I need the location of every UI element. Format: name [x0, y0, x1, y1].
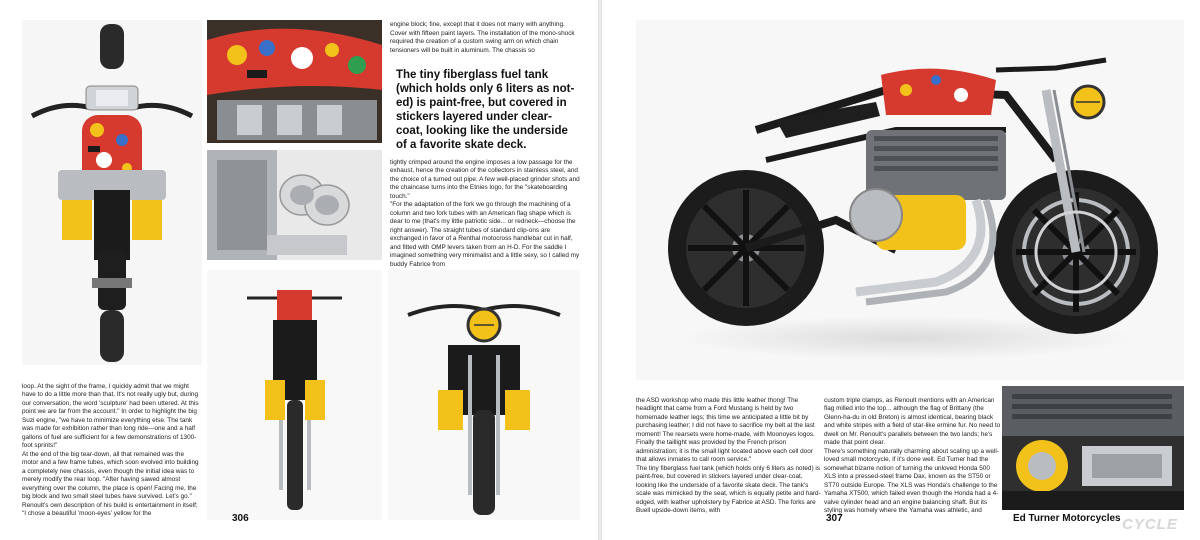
running-head: Ed Turner Motorcycles — [1013, 513, 1121, 524]
pull-quote-text: The tiny fiberglass fuel tank (which holds only 6 liters as not-ed) is paint-free, but covered in stickers layered under clear-coat, looking like the underside of a favorite skate deck. — [396, 69, 575, 151]
pull-quote — [396, 68, 576, 152]
left-page — [0, 0, 598, 540]
watermark: CYCLE — [1122, 516, 1178, 533]
body-paragraph: tightly crimped around the engine imposes a low passage for the exhaust, hence the creation of the collectors in stainless steel, and the choice of a turned out pipe. A few well-placed grinder shots and the chaincase turns into the Etnies logo, for the "skateboarding touch." "For the adaptation of the fork we go through the machining of a column and two fork tubes with an American flag shape which is dear to me (that's my little patriotic side... or redneck—choose the right answer). The straight tubes of standard clip-ons are exchanged in favor of a Renthal motocross handlebar cut in half, and fitted with OMP levers taken from an H-D. For the saddle I imagined something very minimalist and a little sexy, so I called my buddy Fabrice from — [390, 158, 580, 268]
engine-detail-illustration — [1002, 386, 1184, 510]
body-text-col1 — [636, 388, 821, 524]
hero-bike-illustration — [636, 20, 1184, 380]
photo-tank-closeup — [207, 20, 382, 143]
photo-front-view-headlight — [388, 270, 580, 520]
body-text-middle-right — [390, 150, 582, 278]
page-number: 307 — [826, 513, 843, 524]
right-page — [602, 0, 1200, 540]
body-paragraph: engine block; fine, except that it does not marry with anything. Cover with fifteen paint layers. The installation of the mono-shock required the creation of a custom swing arm on which chain tensioners will be built in aluminum. The chassis so — [390, 21, 575, 54]
body-text-top-right — [390, 21, 580, 55]
front-view-headlight-illustration — [388, 270, 580, 520]
photo-carb-closeup — [207, 150, 382, 260]
photo-hero-bike — [636, 20, 1184, 380]
body-paragraph: loop. At the sight of the frame, I quickly admit that we might have to do a little more than that. It's not really ugly but, during our conversation, the word 'sculpture' had been uttered. At this point we are far from the account." In order to highlight the big Suzi engine, "we have to minimize everything else. The tank was made for exhibition rather than long ride—one and a half gallons of fuel are sufficient for a few demonstrations of 1300-foot sprints!" At the end of the big tear-down, all that remained was the motor and a few frame tubes, which soon evolved into building a completely new chassis, even though the initial idea was to merely modify the rear loop. "After having sawed almost everything over the column, the place is open! Facing me, the big block and two small steel tubes have survived. Let's go." Renoult's own description of his build is entertainment in itself; "I chose a beautiful 'moon-eyes' yellow for the — [22, 382, 199, 517]
photo-front-view-small — [207, 270, 382, 520]
photo-top-down-bike — [22, 20, 202, 365]
photo-engine-detail — [1002, 386, 1184, 510]
front-view-small-illustration — [207, 270, 382, 520]
body-paragraph: custom triple clamps, as Renoult mentions with an American flag milled into the top... although the flag of Brittany (the Glenn-ha-du in old Breton) is almost identical, bearing black and white stripes with a field of star-like ermine fur. No need to dwell on Mr. Renoult's parallels between the two lands; he's made that point clear. There's something naturally charming about scaling up a well-loved small motorcycle, if it's done well. Ed Turner had the somewhat bizarre notion of turning the unloved Honda 500 XLS into a pressed-steel frame Dax, known as the ST50 or ST70 outside Europe. The XLS was Honda's challenge to the Yamaha XT500, which failed even though the Honda had a 4-valve cylinder head and an engine balancing shaft. But its styling was homely where the Yamaha was athletic, and — [824, 396, 1001, 514]
tank-closeup-illustration — [207, 20, 382, 143]
body-paragraph: the ASD workshop who made this little leather thong! The headlight that came from a Ford Mustang is held by two homemade leather legs; this time we anticipated a little bit by purchasing leather; I did not have to sacrifice my belt at the last moment! The rearsets were home-made, with Moonoyes logos. Finally the taillight was provided by the French prison administration; it is the small light located above each cell door that allows inmates to call room service." The tiny fiberglass fuel tank (which holds only 6 liters as noted) is paint-free, but covered in stickers layered under clear-coat, looking like the underside of a favorite skate deck. The tank's scale was mimicked by the seat, which is equally petite and hard-edged, with leather upholstery by Fabrice at ASD. The forks are Buell upside-down items, with — [636, 396, 821, 514]
body-text-bottom-left — [22, 374, 202, 527]
carb-closeup-illustration — [207, 150, 382, 260]
page-number: 306 — [232, 513, 249, 524]
body-text-col2 — [824, 388, 1002, 524]
top-down-bike-illustration — [22, 20, 202, 365]
